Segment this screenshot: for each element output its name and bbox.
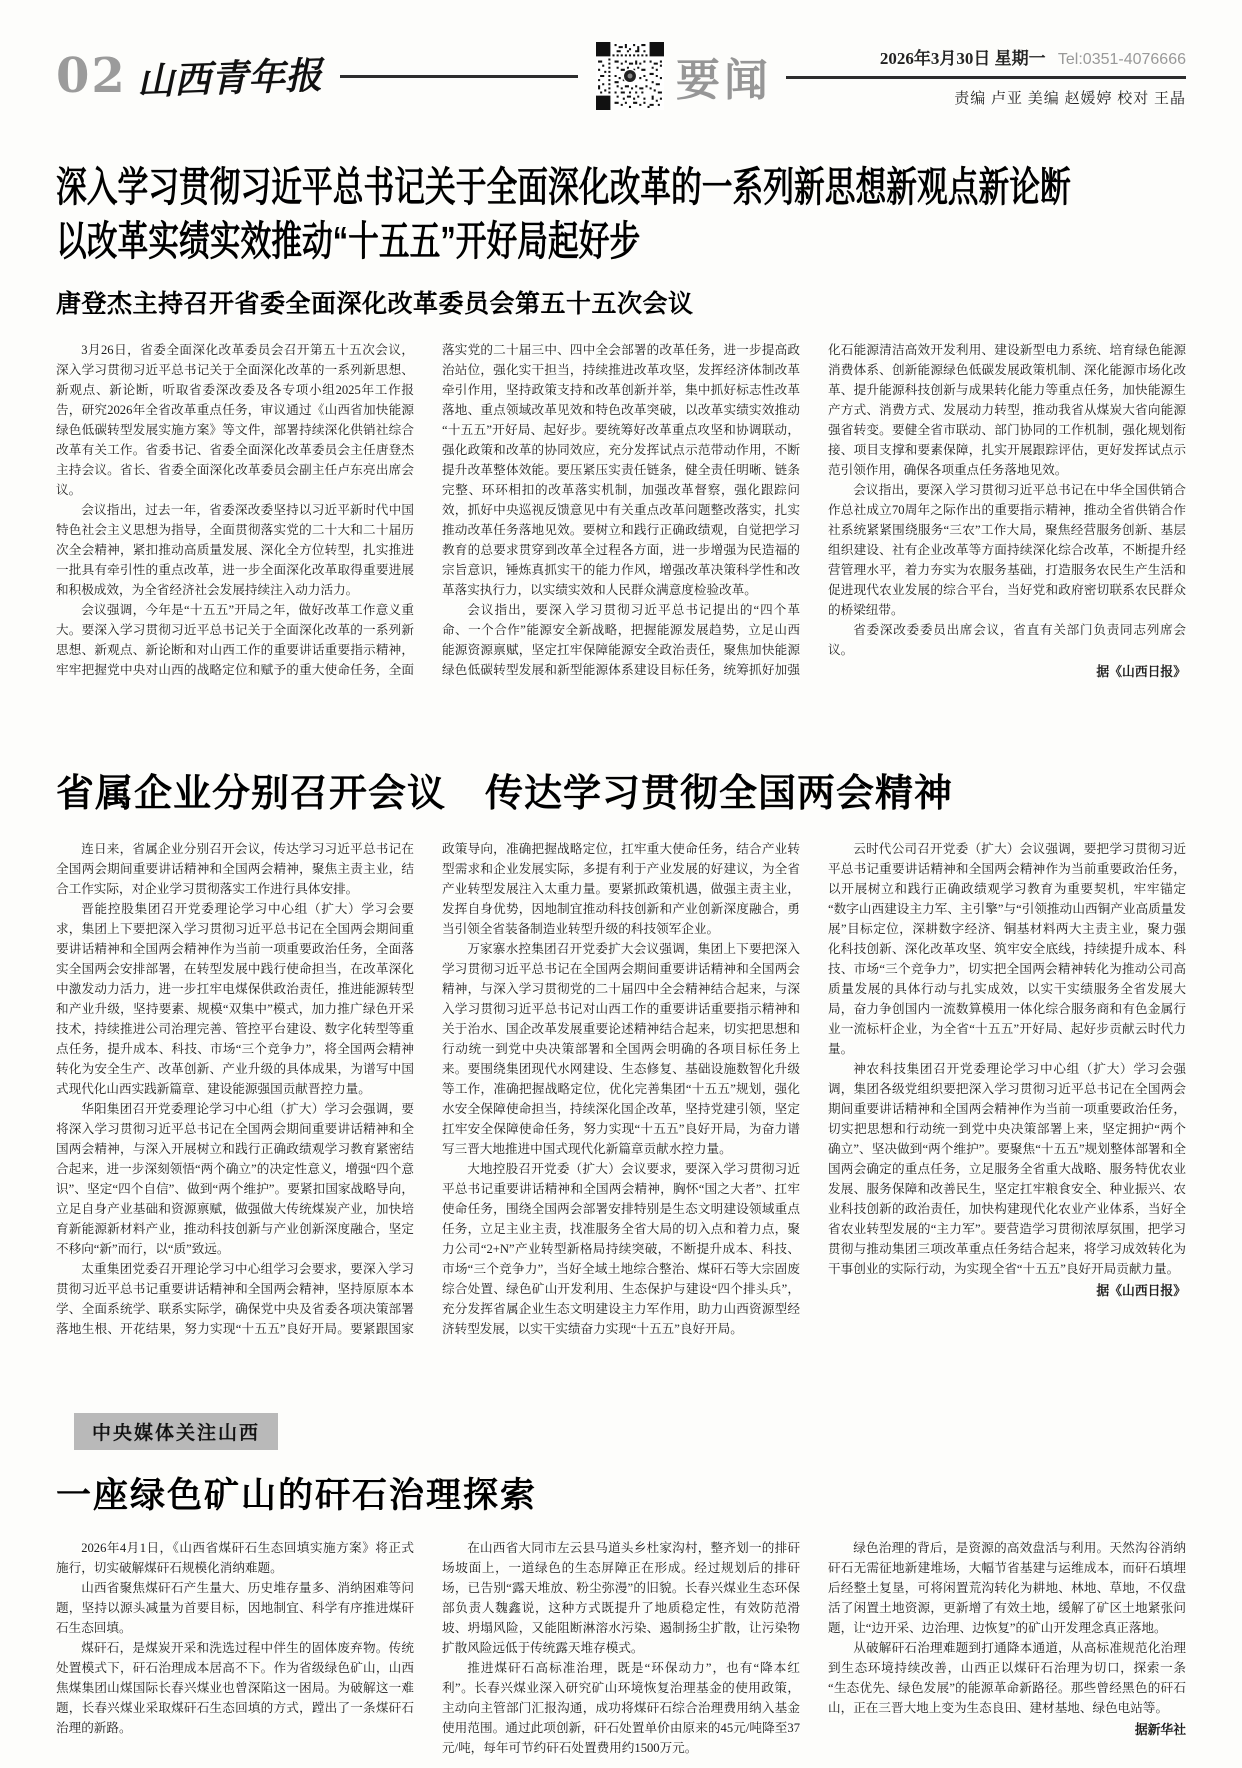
article3-body — [56, 1538, 1186, 1768]
body-paragraph: 神农科技集团召开党委理论学习中心组（扩大）学习会强调，集团各级党组织要把深入学习贯彻习近平总书记在全国两会期间重要讲话精神和全国两会精神作为当前一项重要政治任务，切实把思想和行动统一到党中央决策部署上来，坚定拥护“两个确立”、坚决做到“两个维护”。要聚焦“十五五”规划整体部署和全国两会确定的重点任务，立足服务全省重大战略、服务特优农业发展、服务保障和改善民生，坚定扛牢粮食安全、种业振兴、农业科技创新的政治责任，加快构建现代化农业产业体系，当好全省农业转型发展的“主力军”。要营造学习贯彻浓厚氛围，把学习贯彻与推动集团三项改革重点任务结合起来，将学习成效转化为干事创业的实际行动，为实现全省“十五五”良好开局贡献力量。 — [828, 1062, 1186, 1277]
phone-number: Tel:0351-4076666 — [1057, 51, 1186, 69]
body-paragraph: 太重集团党委召开理论学习中心组学习会要求，要深入学习贯彻习近平总书记重要讲话精神和全国两会精神，坚持原原本本学、全面系统学、联系实际学，确保党中央及省委各项决策部署落地生根、开花结果，努力实现“十五五”良好开局。要紧跟国家政策导向，准确把握战略定位，扛牢重大使命任务，结合产业转型需求和企业发展实际，多提有利于产业发展的好建议，为全省产业转型发展注入太重力量。要紧抓政策机遇，做强主责主业，发挥自身优势，因地制宜推动科技创新和产业创新深度融合，勇当引领全省装备制造业转型升级的科技领军企业。 — [56, 842, 800, 1337]
body-paragraph: 大地控股召开党委（扩大）会议要求，要深入学习贯彻习近平总书记重要讲话精神和全国两会精神，胸怀“国之大者”、扛牢使命任务，围绕全国两会部署安排特别是生态文明建设领域重点任务，立足主业主责，找准服务全省大局的切入点和着力点，聚力公司“2+N”产业转型新格局持续突破，不断提升成本、科技、市场“三个竞争力”，当好全域土地综合整治、煤矸石等大宗固废综合处置、绿色矿山开发利用、生态保护与建设“四个排头兵”，充分发挥省属企业生态文明建设主力军作用，助力山西资源型经济转型发展，以实干实绩奋力实现“十五五”良好开局。 — [442, 1162, 800, 1337]
article-green-mine-gangue — [56, 1413, 1186, 1768]
article-deep-reform-meeting — [56, 160, 1186, 732]
header-right-block — [786, 44, 1186, 108]
masthead-block — [56, 48, 323, 104]
qr-code-icon — [596, 42, 664, 110]
body-paragraph: 万家寨水控集团召开党委扩大会议强调，集团上下要把深入学习贯彻习近平总书记在全国两会期间重要讲话精神和全国两会精神，与深入学习贯彻党的二十届四中全会精神结合起来，与深入学习贯彻习近平总书记对山西工作的重要讲话重要指示精神和关于治水、国企改革发展重要论述精神结合起来，切实把思想和行动统一到党中央决策部署和全国两会明确的各项目标任务上来。要围绕集团现代水网建设、生态修复、基础设施数智化升级等工作，准确把握战略定位，优化完善集团“十五五”规划，强化水安全保障使命担当，持续深化国企改革，坚持党建引领，坚定扛牢安全保障使命任务，努力实现“十五五”良好开局，为奋力谱写三晋大地推进中国式现代化新篇章贡献水控力量。 — [442, 942, 800, 1157]
article1-subhead: 唐登杰主持召开省委全面深化改革委员会第五十五次会议 — [56, 291, 694, 319]
publish-date: 2026年3月30日 星期一 — [879, 49, 1046, 69]
article3-headline: 一座绿色矿山的矸石治理探索 — [56, 1476, 538, 1516]
article-provincial-enterprises-meetings — [56, 762, 1186, 1387]
kicker-badge: 中央媒体关注山西 — [74, 1413, 278, 1450]
body-paragraph: 省委深改委委员出席会议，省直有关部门负责同志列席会议。 — [828, 623, 1186, 658]
body-paragraph: 会议指出，要深入学习贯彻习近平总书记在中华全国供销合作总社成立70周年之际作出的重要指示精神，推动全省供销合作社系统紧紧围绕服务“三农”工作大局，聚焦经营服务创新、基层组织建设、社有企业改革等方面持续深化综合改革，不断提升经营管理水平，着力夯实为农服务基础，打造服务农民生产生活和促进现代农业发展的综合平台，当好党和政府密切联系农民群众的桥梁纽带。 — [828, 483, 1186, 618]
staff-credits: 责编 卢亚 美编 赵媛婷 校对 王晶 — [954, 90, 1186, 107]
body-paragraph: 连日来，省属企业分别召开会议，传达学习习近平总书记在全国两会期间重要讲话精神和全国两会精神，聚焦主责主业，结合工作实际，对企业学习贯彻落实工作进行具体安排。 — [56, 842, 414, 897]
header-rule-left — [340, 75, 578, 78]
masthead-logo: 山西青年报 — [136, 55, 323, 104]
body-paragraph: 会议指出，过去一年，省委深改委坚持以习近平新时代中国特色社会主义思想为指导，全面贯彻落实党的二十大和二十届历次全会精神，紧扣推动高质量发展、深化全方位转型，扎实推进一批具有牵引性的重点改革，进一步全面深化改革取得重要进展和积极成效，为全省经济社会发展持续注入动力活力。 — [56, 503, 414, 598]
article1-body — [56, 340, 1186, 732]
article2-paragraphs — [56, 839, 1186, 1339]
body-paragraph: 推进煤矸石高标准治理，既是“环保动力”，也有“降本红利”。长春兴煤业深入研究矿山环境恢复治理基金的使用政策，主动向主管部门汇报沟通，成功将煤矸石综合治理费用纳入基金使用范围。通过此项创新，矸石处置单价由原来的45元/吨降至37元/吨，每年可节约矸石处置费用约1500万元。 — [442, 1661, 800, 1756]
body-paragraph: 会议强调，今年是“十五五”开局之年，做好改革工作意义重大。要深入学习贯彻习近平总书记关于全面深化改革的一系列新思想、新观点、新论断和对山西工作的重要讲话重要指示精神，牢牢把握党中央对山西的战略定位和赋予的重大使命任务，全面落实党的二十届三中、四中全会部署的改革任务，进一步提高政治站位，强化实干担当，持续推进改革攻坚，发挥经济体制改革牵引作用，坚持政策支持和改革创新并举，集中抓好标志性改革落地、重点领域改革见效和特色改革突破，以改革实绩实效推动“十五五”开好局、起好步。要统筹好改革重点攻坚和协调联动，强化政策和改革的协同效应，充分发挥试点示范带动作用，不断提升改革整体效能。要压紧压实责任链条，健全责任明晰、链条完整、环环相扣的改革落实机制，加强改革督察，强化跟踪问效，抓好中央巡视反馈意见中有关重点改革问题整改落实，扎实推动改革任务落地见效。要树立和践行正确政绩观，自觉把学习教育的总要求贯穿到改革全过程各方面，进一步增强为民造福的宗旨意识，锤炼真抓实干的能力作风，增强改革决策科学性和改革落实执行力，以实绩实效和人民群众满意度检验改革。 — [56, 343, 800, 678]
body-paragraph: 会议指出，要深入学习贯彻习近平总书记提出的“四个革命、一个合作”能源安全新战略，把握能源发展趋势，立足山西能源资源禀赋，坚定扛牢保障能源安全政治责任，聚焦加快能源绿色低碳转型发展和新型能源体系建设目标任务，统筹抓好加强化石能源清洁高效开发利用、建设新型电力系统、培育绿色能源消费体系、创新能源绿色低碳发展政策机制、深化能源市场化改革、提升能源科技创新与成果转化能力等重点任务，加快能源生产方式、消费方式、发展动力转型，推动我省从煤炭大省向能源强省转变。要健全省市联动、部门协同的工作机制，强化规划衔接、项目支撑和要素保障，扎实开展跟踪评估，更好发挥试点示范引领作用，确保各项重点任务落地见效。 — [442, 343, 1186, 678]
body-paragraph: 2026年4月1日，《山西省煤矸石生态回填实施方案》将正式施行，切实破解煤矸石规模化消纳难题。 — [56, 1541, 414, 1576]
article3-source-credit: 据新华社 — [1134, 1723, 1186, 1738]
body-paragraph: 3月26日，省委全面深化改革委员会召开第五十五次会议，深入学习贯彻习近平总书记关于全面深化改革的一系列新思想、新观点、新论断，听取省委深改委及各专项小组2025年工作报告，研究2026年全省改革重点任务，审议通过《山西省加快能源绿色低碳转型发展实施方案》等文件，部署持续深化供销社综合改革有关工作。省委书记、省委全面深化改革委员会主任唐登杰主持会议。省长、省委全面深化改革委员会副主任卢东亮出席会议。 — [56, 343, 414, 498]
article1-paragraphs — [56, 340, 1186, 682]
article2-headline: 省属企业分别召开会议 传达学习贯彻全国两会精神 — [56, 773, 954, 816]
article1-source-credit: 据《山西日报》 — [1096, 665, 1186, 680]
body-paragraph: 云时代公司召开党委（扩大）会议强调，要把学习贯彻习近平总书记重要讲话精神和全国两会精神作为当前重要政治任务，以开展树立和践行正确政绩观学习教育为重要契机，牢牢锚定“数字山西建设主力军、主引擎”与“引领推动山西铜产业高质量发展”目标定位，深耕数字经济、铜基材料两大主责主业，聚力强化科技创新、深化改革攻坚、筑牢安全底线，持续提升成本、科技、市场“三个竞争力”，切实把全国两会精神转化为推动公司高质量发展的具体行动与扎实成效，以实干实绩服务全省发展大局，奋力争创国内一流数算模用一体化综合服务商和有色金属行业一流标杆企业，为全省“十五五”开好局、起好步贡献云时代力量。 — [828, 842, 1186, 1057]
body-paragraph: 晋能控股集团召开党委理论学习中心组（扩大）学习会要求，集团上下要把深入学习贯彻习近平总书记在全国两会期间重要讲话精神和全国两会精神作为当前一项重要政治任务，全面落实全国两会安排部署，在转型发展中践行使命担当，在改革深化中激发动力活力，进一步扛牢电煤保供政治责任，推进能源转型和产业升级，坚持要素、规模“双集中”模式，加力推广绿色开采技术，持续推进公司治理完善、管控平台建设、数字化转型等重点任务，提升成本、科技、市场“三个竞争力”，将全国两会精神转化为安全生产、改革创新、产业升级的具体成果，为谱写中国式现代化山西实践新篇章、建设能源强国贡献晋控力量。 — [56, 902, 414, 1097]
body-paragraph: 绿色治理的背后，是资源的高效盘活与利用。天然沟谷消纳矸石无需征地新建堆场，大幅节省基建与运维成本，而矸石填埋后经整土复垦，可将闲置荒沟转化为耕地、林地、草地，不仅盘活了闲置土地资源，更新增了有效土地，缓解了矿区土地紧张问题，让“边开采、边治理、边恢复”的矿山开发理念真正落地。 — [828, 1541, 1186, 1636]
body-paragraph: 山西省聚焦煤矸石产生量大、历史堆存量多、消纳困难等问题，坚持以源头减量为首要目标，因地制宜、科学有序推进煤矸石生态回填。 — [56, 1581, 414, 1636]
body-paragraph: 华阳集团召开党委理论学习中心组（扩大）学习会强调，要将深入学习贯彻习近平总书记在全国两会期间重要讲话精神和全国两会精神，与深入开展树立和践行正确政绩观学习教育紧密结合起来，进一步深刻领悟“两个确立”的决定性意义，增强“四个意识”、坚定“四个自信”、做到“两个维护”。要紧扣国家战略导向，立足自身产业基础和资源禀赋，做强做大传统煤炭产业，加快培育新能源新材料产业，推动科技创新与产业创新深度融合，坚定不移向“新”而行，以“质”致远。 — [56, 1102, 414, 1257]
article1-headline-line1: 深入学习贯彻习近平总书记关于全面深化改革的一系列新思想新观点新论断 — [56, 164, 1071, 210]
section-title: 要闻 — [676, 56, 772, 105]
page-number: 02 — [56, 48, 127, 104]
body-paragraph: 从破解矸石治理难题到打通降本通道，从高标准规范化治理到生态环境持续改善，山西正以煤矸石治理为切口，探索一条“生态优先、绿色发展”的能源革命新路径。那些曾经黑色的矸石山，正在三晋大地上变为生态良田、建材基地、绿色电站等。 — [828, 1641, 1186, 1716]
date-line — [786, 44, 1186, 76]
article1-headline-line2: 以改革实绩实效推动“十五五”开好局起好步 — [56, 218, 641, 265]
body-paragraph: 在山西省大同市左云县马道头乡杜家沟村，整齐划一的排矸场坡面上，一道绿色的生态屏障正在形成。经过规划后的排矸场，已告别“露天堆放、粉尘弥漫”的旧貌。长春兴煤业生态环保部负责人魏鑫说，这种方式既提升了地质稳定性，有效防范滑坡、坍塌风险，又能阻断淋溶水污染、遏制扬尘扩散，让污染物扩散风险远低于传统露天堆存模式。 — [442, 1541, 800, 1656]
article2-source-credit: 据《山西日报》 — [1096, 1284, 1186, 1299]
page-header — [56, 30, 1186, 122]
article2-body — [56, 839, 1186, 1387]
body-paragraph: 煤矸石，是煤炭开采和洗选过程中伴生的固体废弃物。传统处置模式下，矸石治理成本居高不下。作为省级绿色矿山，山西焦煤集团山煤国际长春兴煤业也曾深陷这一困局。为破解这一难题，长春兴煤业采取煤矸石生态回填的方式，蹚出了一条煤矸石治理的新路。 — [56, 1641, 414, 1736]
